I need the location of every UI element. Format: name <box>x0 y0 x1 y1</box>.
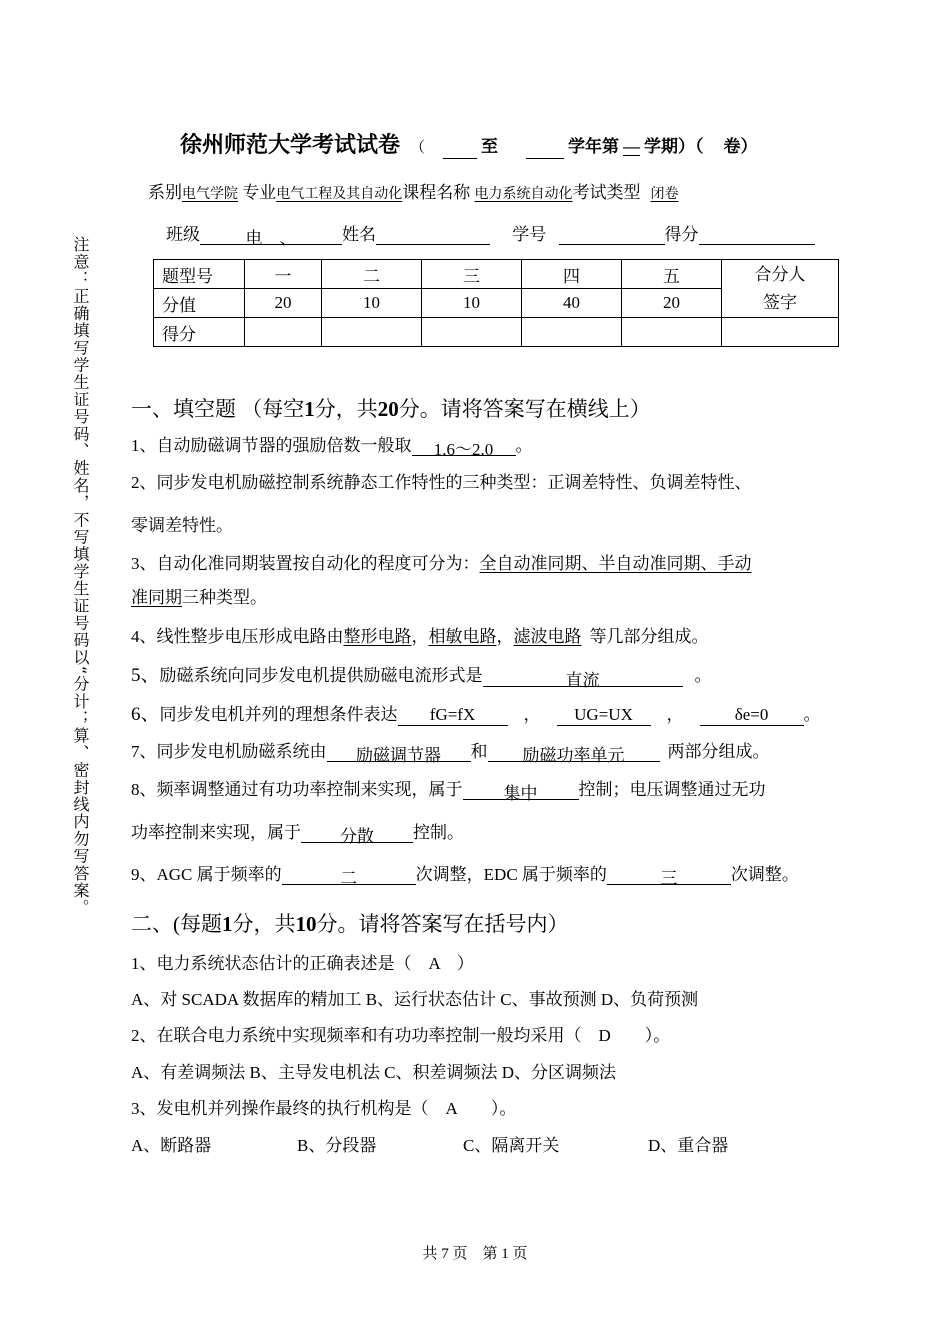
s1-question-3 <box>131 549 752 574</box>
answer-blank[interactable]: UG=UX <box>557 705 651 726</box>
dept-line <box>148 178 689 203</box>
table-cell: 分值 <box>154 289 245 318</box>
name-label: 姓名 <box>342 225 376 244</box>
question-text: 三种类型。 <box>182 588 267 607</box>
table-cell: 40 <box>522 289 622 318</box>
section2-heading-post: 分。请将答案写在括号内） <box>316 912 569 936</box>
s1-question-8 <box>131 775 766 803</box>
s2-question-2-options: A、有差调频法 B、主导发电机法 C、积差调频法 D、分区调频法 <box>131 1063 616 1082</box>
question-text: 。 <box>694 666 712 685</box>
separator: ， <box>496 627 514 646</box>
year-paren: （ <box>410 140 426 156</box>
table-cell: 五 <box>622 260 722 289</box>
table-cell: 10 <box>322 289 422 318</box>
term-suffix: 学期）（ <box>644 137 704 157</box>
question-text: 次调整。 <box>730 865 799 884</box>
s1-question-8-cont <box>131 818 464 846</box>
question-text: 1、自动励磁调节器的强励倍数一般取 <box>131 436 412 455</box>
score-table <box>153 259 839 347</box>
s2-question-2: 2、在联合电力系统中实现频率和有功功率控制一般均采用（ D ）。 <box>131 1026 671 1045</box>
s1-question-7 <box>131 737 770 765</box>
answer-blank[interactable]: δe=0 <box>700 705 804 726</box>
section2-points-each: 1 <box>222 912 233 936</box>
year-to: 至 <box>481 137 499 157</box>
s2-question-3-option-a: A、断路器 <box>131 1136 212 1155</box>
s2-question-1: 1、电力系统状态估计的正确表述是（ A ） <box>131 954 474 973</box>
answer-blank[interactable]: 励磁功率单元 <box>488 741 660 762</box>
class-label: 班级 <box>166 225 200 244</box>
score-entry-cell[interactable] <box>522 318 622 347</box>
s2-question-3-option-b: B、分段器 <box>297 1136 377 1155</box>
question-text: 同步发电机并列的理想条件表达 <box>159 705 398 724</box>
major-value: 电气工程及其自动化 <box>276 187 403 202</box>
s2-question-3-option-c: C、隔离开关 <box>463 1136 560 1155</box>
s1-question-2: 2、同步发电机励磁控制系统静态工作特性的三种类型：正调差特性、负调差特性、 <box>131 473 752 492</box>
section1-heading-text: 一、填空题 （每空 <box>131 397 305 421</box>
name-field[interactable] <box>376 224 490 245</box>
signer-line-1: 合分人 <box>754 264 806 284</box>
answer-blank[interactable]: fG=fX <box>398 705 508 726</box>
table-row <box>154 260 839 289</box>
question-text: 功率控制来实现，属于 <box>131 823 301 842</box>
score-entry-cell[interactable] <box>245 318 322 347</box>
major-label: 专业 <box>242 183 277 202</box>
answer-text: 相敏电路 <box>428 627 497 646</box>
answer-text: 全自动准同期、半自动准同期、手动 <box>479 554 752 573</box>
answer-blank[interactable]: 直流 <box>483 666 683 687</box>
score-field[interactable] <box>699 224 815 245</box>
dept-value: 电气学院 <box>182 187 238 202</box>
answer-text: 滤波电路 <box>513 627 582 646</box>
signer-line-2: 签字 <box>763 292 797 312</box>
question-text: 次调整，EDC 属于频率的 <box>415 865 607 884</box>
exam-title: 徐州师范大学考试试卷 <box>180 133 401 158</box>
s1-question-2-cont: 零调差特性。 <box>131 516 233 535</box>
question-text: 控制；电压调整通过无功 <box>578 780 766 799</box>
question-text: 励磁系统向同步发电机提供励磁电流形式是 <box>159 666 483 685</box>
table-cell: 题型号 <box>154 260 245 289</box>
section1-heading-mid: 分，共 <box>314 397 378 421</box>
question-text: 3、自动化准同期装置按自动化的程度可分为： <box>131 554 480 573</box>
question-text: 。 <box>803 705 821 724</box>
answer-blank[interactable]: 三 <box>607 864 731 885</box>
question-text: 和 <box>470 742 488 761</box>
s1-question-9 <box>131 860 799 888</box>
section2-heading-mid: 分，共 <box>232 912 296 936</box>
question-text: 9、AGC 属于频率的 <box>131 865 282 884</box>
year-suffix: 学年第 <box>568 137 620 157</box>
table-cell: 10 <box>422 289 522 318</box>
score-label: 得分 <box>664 225 699 244</box>
class-field[interactable]: 电 、 <box>200 224 342 245</box>
question-text: 控制。 <box>413 823 464 842</box>
term-blank: — <box>623 137 641 156</box>
s2-question-3-option-d: D、重合器 <box>648 1136 729 1155</box>
question-number: 5、 <box>131 665 160 686</box>
separator: ， <box>523 705 541 724</box>
table-cell: 三 <box>422 260 522 289</box>
dept-label: 系别 <box>148 183 182 202</box>
table-cell: 得分 <box>154 318 245 347</box>
answer-blank[interactable]: 1.6～2.0 <box>412 435 516 456</box>
separator: ， <box>411 627 429 646</box>
question-text: 7、同步发电机励磁系统由 <box>131 742 327 761</box>
s2-question-1-options: A、对 SCADA 数据库的精加工 B、运行状态估计 C、事故预测 D、负荷预测 <box>131 990 699 1009</box>
score-entry-cell[interactable] <box>322 318 422 347</box>
table-row <box>154 318 839 347</box>
s1-question-1 <box>131 431 533 459</box>
exam-type-value: 闭卷 <box>650 187 679 202</box>
year-start-blank[interactable] <box>443 138 477 159</box>
answer-blank[interactable]: 分散 <box>301 822 413 843</box>
answer-blank[interactable]: 二 <box>282 864 416 885</box>
year-end-blank[interactable] <box>526 138 564 159</box>
course-label: 课程名称 <box>402 183 471 202</box>
student-id-field[interactable] <box>559 224 665 245</box>
question-text: 。 <box>515 436 533 455</box>
score-entry-cell[interactable] <box>622 318 722 347</box>
page-footer: 共 7 页 第 1 页 <box>422 1246 528 1262</box>
score-entry-cell[interactable] <box>422 318 522 347</box>
answer-text: 准同期 <box>131 588 182 607</box>
exam-header <box>180 128 758 159</box>
table-cell: 20 <box>622 289 722 318</box>
answer-text: 整形电路 <box>343 627 412 646</box>
question-text: 8、频率调整通过有功功率控制来实现，属于 <box>131 780 463 799</box>
signer-entry-cell[interactable] <box>722 318 839 347</box>
s2-question-3: 3、发电机并列操作最终的执行机构是（ A ）。 <box>131 1099 517 1118</box>
student-id-label: 学号 <box>512 225 547 244</box>
separator: ， <box>666 705 684 724</box>
section1-heading-post: 分。请将答案写在横线上） <box>398 397 651 421</box>
answer-blank[interactable]: 集中 <box>463 779 579 800</box>
juan-label: 卷） <box>723 137 758 157</box>
table-cell: 20 <box>245 289 322 318</box>
question-text: 4、线性整步电压形成电路由 <box>131 627 344 646</box>
section1-heading <box>131 393 651 423</box>
course-value: 电力系统自动化 <box>474 187 573 202</box>
question-text: 两部分组成。 <box>667 742 770 761</box>
section1-points-total: 20 <box>377 397 399 421</box>
answer-blank[interactable]: 励磁调节器 <box>327 741 471 762</box>
s1-question-4 <box>131 622 709 647</box>
exam-type-label: 考试类型 <box>572 183 641 202</box>
s1-question-6 <box>131 699 821 726</box>
section2-points-total: 10 <box>295 912 317 936</box>
student-info-line <box>166 220 815 248</box>
question-text: 等几部分组成。 <box>589 627 709 646</box>
question-number: 6、 <box>131 704 160 725</box>
table-cell: 四 <box>522 260 622 289</box>
section2-heading-text: 二、(每题 <box>131 912 222 936</box>
s1-question-5 <box>131 660 712 690</box>
section2-heading <box>131 908 569 938</box>
table-cell: 二 <box>322 260 422 289</box>
signer-cell <box>722 260 839 318</box>
binding-line-note: 注意：正确填写学生证号码、姓名，不写填学生证号码以“分计；算、密封线内勿写答案。 <box>71 236 90 917</box>
table-cell: 一 <box>245 260 322 289</box>
section1-points-each: 1 <box>304 397 315 421</box>
s1-question-3-cont <box>131 583 267 608</box>
